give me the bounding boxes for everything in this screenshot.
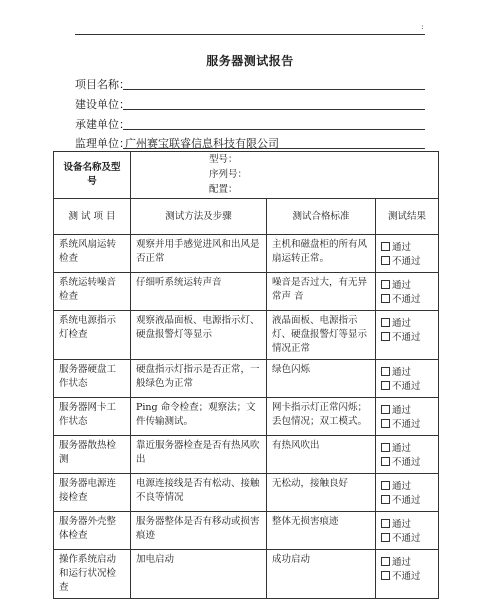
pass-option[interactable]	[381, 480, 433, 494]
test-method: 加电启动	[131, 550, 267, 599]
fail-label: 不通过	[392, 533, 421, 544]
checkbox-icon[interactable]	[381, 280, 390, 289]
test-standard: 噪音是否过大，有无异常声 音	[267, 273, 376, 311]
fail-option[interactable]	[381, 570, 433, 584]
corner-mark: :	[421, 22, 424, 31]
test-item: 系统运转噪音检查	[54, 273, 131, 311]
header-rule	[75, 34, 425, 35]
pass-option[interactable]	[381, 404, 433, 418]
device-spec-cell	[131, 152, 439, 199]
test-method: 电源连接线是否有松动、接触不良等情况	[131, 474, 267, 512]
device-row	[54, 152, 439, 199]
fail-option[interactable]	[381, 532, 433, 546]
pass-option[interactable]	[381, 241, 433, 255]
checkbox-icon[interactable]	[381, 481, 390, 490]
contractor-line	[123, 129, 425, 130]
builder-label: 建设单位：	[75, 98, 130, 111]
test-result	[376, 436, 439, 474]
test-method: 观察液晶面板、电源指示灯、硬盘报警灯等显示	[131, 311, 267, 360]
checkbox-icon[interactable]	[381, 533, 390, 542]
test-method: 仔细听系统运转声音	[131, 273, 267, 311]
column-header-row	[54, 199, 439, 235]
test-standard: 绿色闪烁	[267, 360, 376, 398]
test-row	[54, 398, 439, 436]
test-row	[54, 273, 439, 311]
column-header-item: 测 试 项 目	[54, 199, 131, 235]
supervisor-line	[123, 148, 425, 149]
test-standard: 液晶面板、电源指示灯、硬盘报警灯等显示情况正常	[267, 311, 376, 360]
test-item: 系统电源指示灯检查	[54, 311, 131, 360]
pass-label: 通过	[392, 405, 412, 416]
pass-label: 通过	[392, 557, 412, 568]
test-standard: 无松动，接触良好	[267, 474, 376, 512]
checkbox-icon[interactable]	[381, 294, 390, 303]
checkbox-icon[interactable]	[381, 242, 390, 251]
test-result	[376, 474, 439, 512]
fail-option[interactable]	[381, 255, 433, 269]
pass-label: 通过	[392, 318, 412, 329]
project-name-label: 项目名称：	[75, 78, 130, 91]
checkbox-icon[interactable]	[381, 332, 390, 341]
test-standard: 主机和磁盘柜的所有风扇运转正常。	[267, 235, 376, 273]
test-row	[54, 311, 439, 360]
fail-label: 不通过	[392, 419, 421, 430]
checkbox-icon[interactable]	[381, 495, 390, 504]
checkbox-icon[interactable]	[381, 443, 390, 452]
project-name-line	[123, 89, 425, 90]
checkbox-icon[interactable]	[381, 256, 390, 265]
test-result	[376, 273, 439, 311]
checkbox-icon[interactable]	[381, 571, 390, 580]
test-report-table	[53, 151, 439, 599]
test-item: 服务器网卡工作状态	[54, 398, 131, 436]
pass-option[interactable]	[381, 366, 433, 380]
test-row	[54, 436, 439, 474]
fail-option[interactable]	[381, 331, 433, 345]
test-item: 系统风扇运转检查	[54, 235, 131, 273]
test-result	[376, 311, 439, 360]
pass-label: 通过	[392, 519, 412, 530]
pass-option[interactable]	[381, 317, 433, 331]
test-method: 服务器整体是否有移动或损害痕迹	[131, 512, 267, 550]
fail-label: 不通过	[392, 495, 421, 506]
test-standard: 有热风吹出	[267, 436, 376, 474]
test-method: 观察并用手感觉进风和出风是否正常	[131, 235, 267, 273]
fail-label: 不通过	[392, 571, 421, 582]
device-serial: 序列号：	[209, 169, 248, 180]
test-result	[376, 235, 439, 273]
test-result	[376, 550, 439, 599]
supervisor-value: 广州赛宝联睿信息科技有限公司	[125, 137, 279, 150]
test-item: 操作系统启动和运行状况检查	[54, 550, 131, 599]
fail-option[interactable]	[381, 380, 433, 394]
device-config: 配置：	[209, 184, 238, 195]
pass-label: 通过	[392, 481, 412, 492]
pass-label: 通过	[392, 443, 412, 454]
test-standard: 成功启动	[267, 550, 376, 599]
contractor-label: 承建单位：	[75, 118, 130, 131]
builder-line	[123, 109, 425, 110]
pass-option[interactable]	[381, 279, 433, 293]
fail-label: 不通过	[392, 294, 421, 305]
pass-label: 通过	[392, 367, 412, 378]
checkbox-icon[interactable]	[381, 457, 390, 466]
test-item: 服务器散热检测	[54, 436, 131, 474]
column-header-method: 测试方法及步骤	[131, 199, 267, 235]
checkbox-icon[interactable]	[381, 381, 390, 390]
test-result	[376, 360, 439, 398]
checkbox-icon[interactable]	[381, 318, 390, 327]
pass-label: 通过	[392, 242, 412, 253]
pass-option[interactable]	[381, 518, 433, 532]
test-row	[54, 235, 439, 273]
test-row	[54, 360, 439, 398]
fail-option[interactable]	[381, 293, 433, 307]
fail-option[interactable]	[381, 494, 433, 508]
fail-label: 不通过	[392, 381, 421, 392]
supervisor-label: 监理单位：	[75, 137, 130, 150]
fail-label: 不通过	[392, 256, 421, 267]
test-result	[376, 398, 439, 436]
test-row	[54, 550, 439, 599]
pass-option[interactable]	[381, 442, 433, 456]
fail-label: 不通过	[392, 457, 421, 468]
checkbox-icon[interactable]	[381, 419, 390, 428]
checkbox-icon[interactable]	[381, 519, 390, 528]
column-header-result: 测试结果	[376, 199, 439, 235]
test-row	[54, 512, 439, 550]
checkbox-icon[interactable]	[381, 557, 390, 566]
test-row	[54, 474, 439, 512]
test-method: 硬盘指示灯指示是否正常，一般绿色为正常	[131, 360, 267, 398]
pass-label: 通过	[392, 280, 412, 291]
document-title: 服务器测试报告	[206, 54, 294, 68]
device-label: 设备名称及型号	[54, 152, 131, 199]
device-model: 型号：	[209, 154, 238, 165]
pass-option[interactable]	[381, 556, 433, 570]
fail-option[interactable]	[381, 418, 433, 432]
fail-option[interactable]	[381, 456, 433, 470]
checkbox-icon[interactable]	[381, 405, 390, 414]
test-standard: 网卡指示灯正常闪烁；丢包情况；双工模式。	[267, 398, 376, 436]
test-item: 服务器硬盘工作状态	[54, 360, 131, 398]
test-method: 靠近服务器检查是否有热风吹出	[131, 436, 267, 474]
test-method: Ping 命令检查；观察法；文件传输测试。	[131, 398, 267, 436]
test-item: 服务器电源连接检查	[54, 474, 131, 512]
test-item: 服务器外壳整体检查	[54, 512, 131, 550]
test-result	[376, 512, 439, 550]
fail-label: 不通过	[392, 332, 421, 343]
column-header-standard: 测试合格标准	[267, 199, 376, 235]
test-standard: 整体无损害痕迹	[267, 512, 376, 550]
checkbox-icon[interactable]	[381, 367, 390, 376]
